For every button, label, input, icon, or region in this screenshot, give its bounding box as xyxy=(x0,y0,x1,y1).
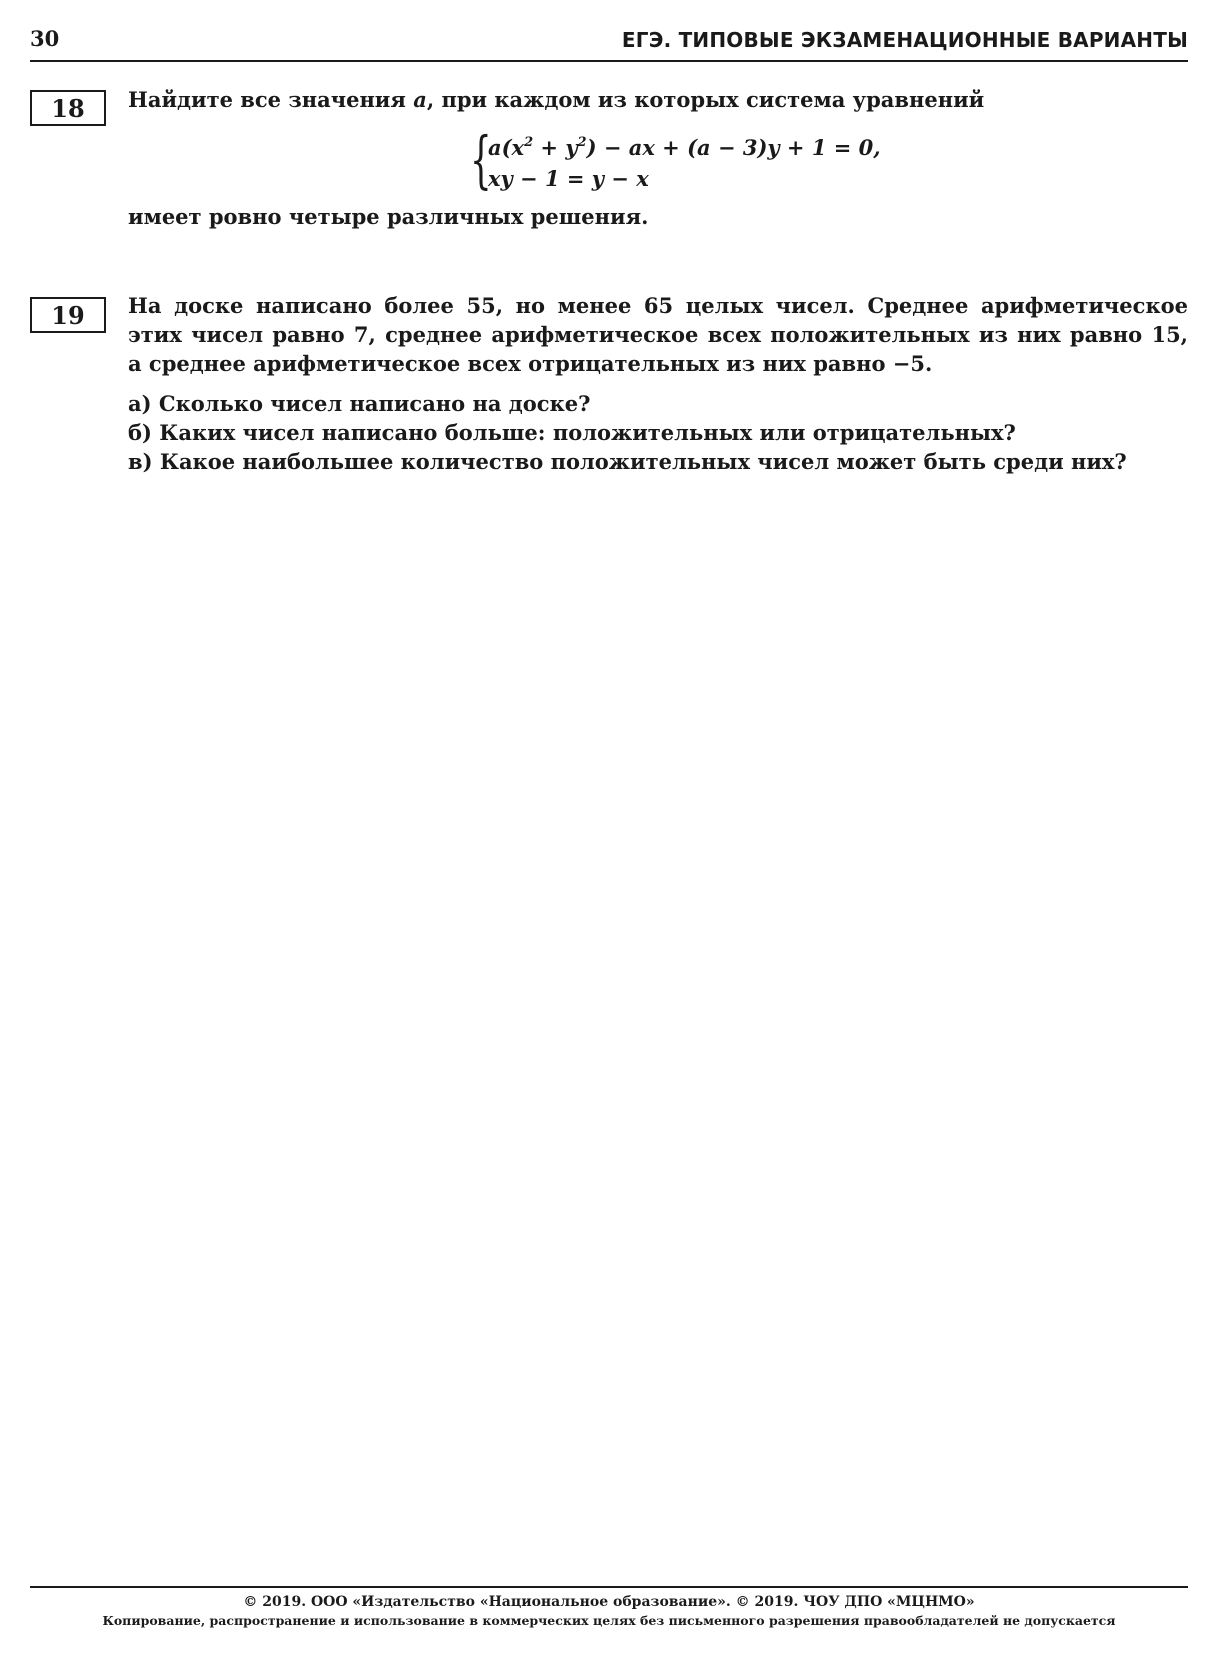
equation-2: xy − 1 = y − x xyxy=(488,166,649,191)
footer-rule xyxy=(30,1586,1188,1588)
task-19-line-3: а среднее арифметическое всех отрицательных из них равно −5. xyxy=(128,351,933,376)
task-19-line-1: На доске написано более 55, но менее 65 целых чисел. Среднее арифметическое xyxy=(128,293,1188,318)
equation-system xyxy=(470,123,890,197)
task-19-question-c: в) Какое наибольшее количество положительных чисел может быть среди них? xyxy=(128,449,1127,474)
task-18-intro-before: Найдите все значения xyxy=(128,87,414,112)
task-18-number-box: 18 xyxy=(30,90,106,126)
task-18-intro xyxy=(128,85,1188,115)
header-rule xyxy=(30,60,1188,62)
task-18-outro: имеет ровно четыре различных решения. xyxy=(128,204,649,229)
equation-1: $a(x^2 + y^2)$ − ax + (a − 3)y + 1 = 0, xyxy=(488,135,881,160)
task-19-question-a: а) Сколько чисел написано на доске? xyxy=(128,391,591,416)
page-number: 30 xyxy=(30,26,60,51)
footer-notice: Копирование, распространение и использование в коммерческих целях без письменного разрешения правообладателей не допускается xyxy=(102,1613,1116,1628)
running-title: ЕГЭ. ТИПОВЫЕ ЭКЗАМЕНАЦИОННЫЕ ВАРИАНТЫ xyxy=(621,28,1188,52)
task-18-intro-after: , при каждом из которых система уравнений xyxy=(426,87,985,112)
task-19-line-2: этих чисел равно 7, среднее арифметическое всех положительных из них равно 15, xyxy=(128,322,1188,347)
page-header xyxy=(30,26,1188,60)
footer-copyright: © 2019. ООО «Издательство «Национальное образование». © 2019. ЧОУ ДПО «МЦНМО» xyxy=(243,1594,975,1610)
task-18-param: a xyxy=(413,87,427,112)
task-19-number-box: 19 xyxy=(30,297,106,333)
task-19-question-b: б) Каких чисел написано больше: положительных или отрицательных? xyxy=(128,420,1016,445)
system-brace: { xyxy=(470,123,492,196)
